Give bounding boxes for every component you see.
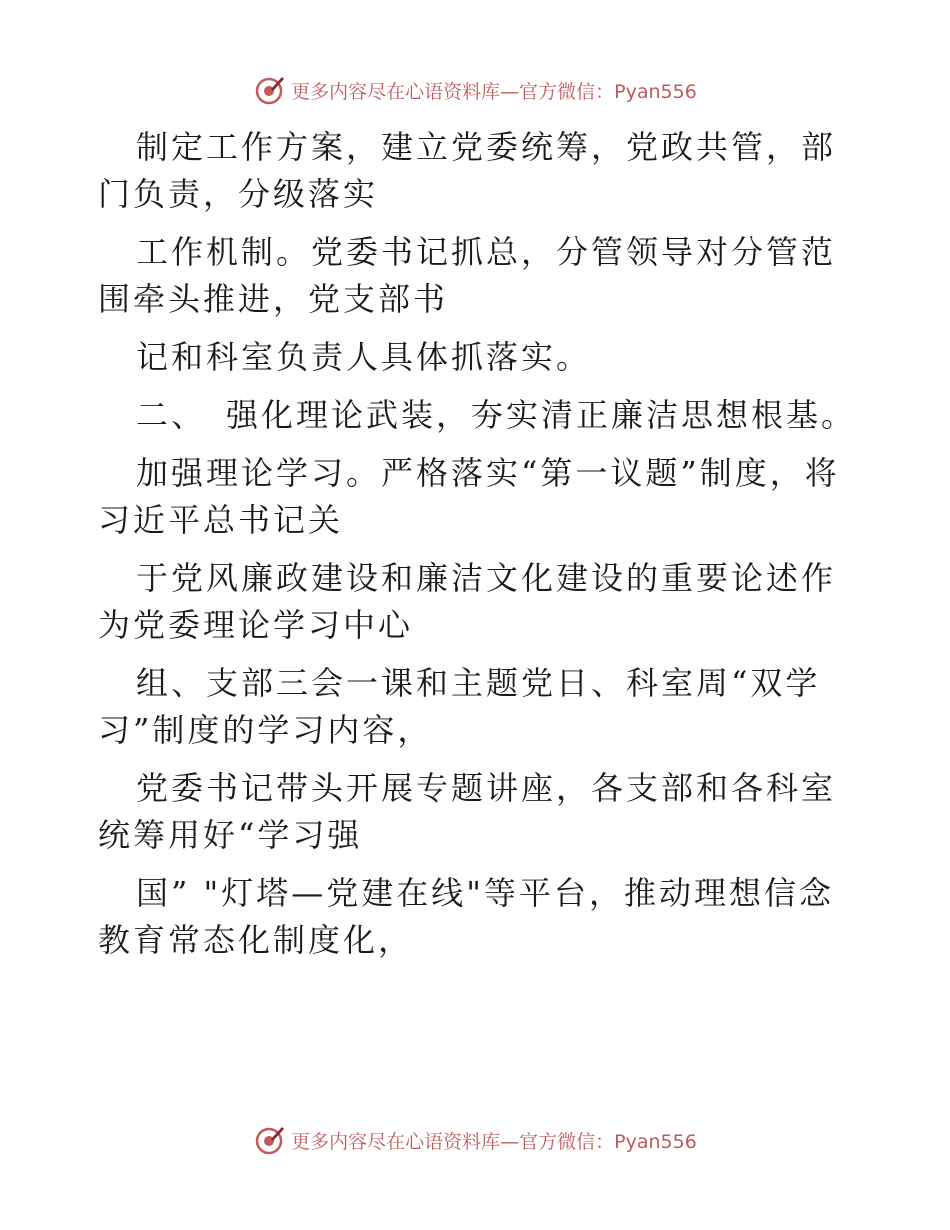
pen-logo-icon	[253, 1124, 285, 1156]
paragraph: 记和科室负责人具体抓落实。	[136, 338, 592, 376]
paragraph: 制定工作方案，建立党委统筹，党政共管，部门负责，分级落实	[98, 128, 837, 213]
paragraph: 党委书记带头开展专题讲座，各支部和各科室统筹用好“学习强	[98, 769, 837, 854]
paragraph: 组、支部三会一课和主题党日、科室周“双学习”制度的学习内容，	[98, 664, 821, 749]
document-body	[98, 124, 858, 975]
paragraph: 工作机制。党委书记抓总，分管领导对分管范围牵头推进，党支部书	[98, 233, 837, 318]
section-heading	[98, 392, 858, 439]
paragraph: 于党风廉政建设和廉洁文化建设的重要论述作为党委理论学习中心	[98, 559, 837, 644]
section-title: 强化理论武装，夯实清正廉洁思想根基。	[226, 396, 857, 434]
watermark-text: 更多内容尽在心语资料库—官方微信：Pyan556	[291, 80, 697, 103]
watermark-text: 更多内容尽在心语资料库—官方微信：Pyan556	[291, 1130, 697, 1153]
pen-logo-icon	[253, 74, 285, 106]
footer-watermark-banner	[0, 1120, 950, 1160]
section-number: 二、	[136, 396, 207, 434]
header-watermark-banner	[0, 70, 950, 110]
paragraph: 国” "灯塔—党建在线"等平台，推动理想信念教育常态化制度化，	[98, 874, 834, 959]
paragraph: 加强理论学习。严格落实“第一议题”制度，将习近平总书记关	[98, 454, 840, 539]
